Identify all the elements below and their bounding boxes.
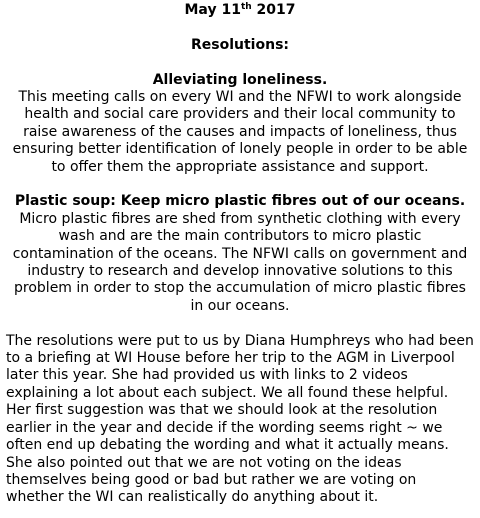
resolution-1-body: This meeting calls on every WI and the NFWI to work alongside health and social care providers and their local community to raise awareness of the causes and impacts of loneliness, thus ensuring better identification of lonely people in order to be able to offer them the appropriate assistance and support. xyxy=(12,89,468,175)
document-page xyxy=(6,2,474,507)
meeting-notes-paragraph: The resolutions were put to us by Diana Humphreys who had been to a briefing at WI House before her trip to the AGM in Liverpool later this year. She had provided us with links to 2 videos explaining a lot about each subject. We all found these helpful. Her first suggestion was that we should look at the resolution earlier in the year and decide if the wording seems right ~ we often end up debating the wording and what it actually means. She also pointed out that we are not voting on the ideas themselves being good or bad but rather we are voting on whether the WI can realistically do anything about it. xyxy=(6,332,474,506)
blank-line xyxy=(6,19,474,36)
page-heading: Resolutions: xyxy=(191,36,289,53)
date-year: 2017 xyxy=(251,2,296,18)
document-date xyxy=(6,2,474,19)
resolution-1-title: Alleviating loneliness. xyxy=(152,71,328,88)
date-ordinal-suffix: th xyxy=(240,2,252,12)
resolution-2-title: Plastic soup: Keep micro plastic fibres out of our oceans. xyxy=(14,193,466,210)
date-day: May 11 xyxy=(184,2,241,18)
blank-line xyxy=(6,315,474,332)
blank-line xyxy=(6,54,474,71)
resolution-2-body: Micro plastic fibres are shed from synthetic clothing with every wash and are the main contributors to micro plastic contamination of the oceans. The NFWI calls on government and industry to research and develop innovative solutions to this problem in order to stop the accumulation of micro plastic fibres in our oceans. xyxy=(12,210,468,314)
blank-line xyxy=(6,176,474,193)
